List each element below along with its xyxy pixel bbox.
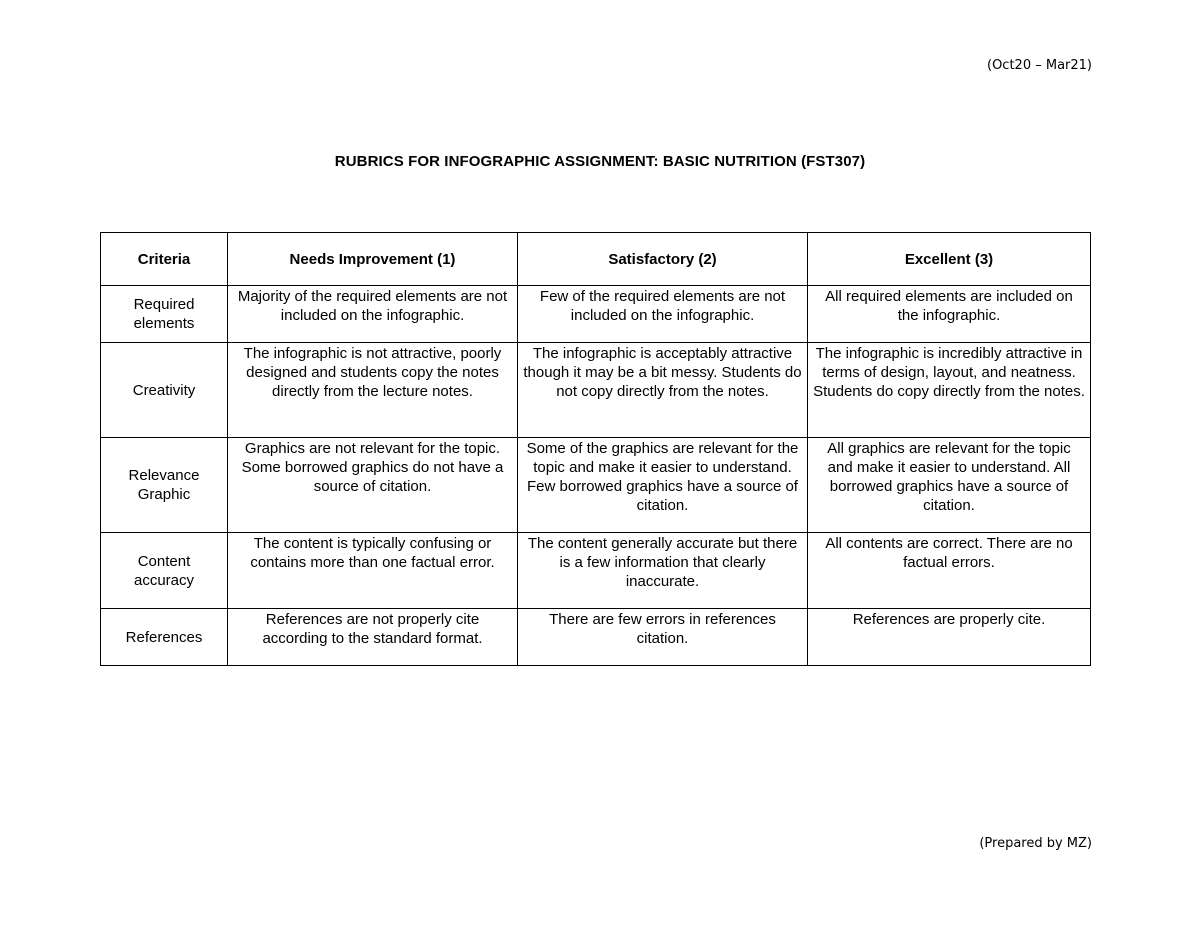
criteria-cell: Content accuracy xyxy=(101,533,228,609)
needs-improvement-cell: The infographic is not attractive, poorly designed and students copy the notes directly from the lecture notes. xyxy=(228,343,518,438)
document-title: RUBRICS FOR INFOGRAPHIC ASSIGNMENT: BASIC NUTRITION (FST307) xyxy=(334,153,866,170)
period-note: (Oct20 – Mar21) xyxy=(987,58,1092,73)
excellent-cell: The infographic is incredibly attractive in terms of design, layout, and neatness. Students do copy directly from the notes. xyxy=(808,343,1091,438)
rubric-table xyxy=(100,232,1091,666)
satisfactory-cell: The content generally accurate but there is a few information that clearly inaccurate. xyxy=(518,533,808,609)
satisfactory-cell: Some of the graphics are relevant for the topic and make it easier to understand. Few borrowed graphics have a source of citation. xyxy=(518,438,808,533)
needs-improvement-cell: The content is typically confusing or contains more than one factual error. xyxy=(228,533,518,609)
criteria-cell: Required elements xyxy=(101,286,228,343)
satisfactory-cell: The infographic is acceptably attractive though it may be a bit messy. Students do not copy directly from the notes. xyxy=(518,343,808,438)
excellent-cell: All contents are correct. There are no factual errors. xyxy=(808,533,1091,609)
satisfactory-cell: Few of the required elements are not included on the infographic. xyxy=(518,286,808,343)
excellent-cell: All graphics are relevant for the topic and make it easier to understand. All borrowed graphics have a source of citation. xyxy=(808,438,1091,533)
criteria-cell: Creativity xyxy=(101,343,228,438)
satisfactory-cell: There are few errors in references citation. xyxy=(518,609,808,666)
table-row xyxy=(101,343,1091,438)
excellent-cell: All required elements are included on the infographic. xyxy=(808,286,1091,343)
criteria-cell: Relevance Graphic xyxy=(101,438,228,533)
header-satisfactory: Satisfactory (2) xyxy=(518,233,808,286)
table-row xyxy=(101,609,1091,666)
criteria-cell: References xyxy=(101,609,228,666)
needs-improvement-cell: Graphics are not relevant for the topic. Some borrowed graphics do not have a source of citation. xyxy=(228,438,518,533)
header-needs-improvement: Needs Improvement (1) xyxy=(228,233,518,286)
prepared-by-note: (Prepared by MZ) xyxy=(979,836,1092,851)
header-criteria: Criteria xyxy=(101,233,228,286)
table-row xyxy=(101,286,1091,343)
table-row xyxy=(101,533,1091,609)
needs-improvement-cell: Majority of the required elements are not included on the infographic. xyxy=(228,286,518,343)
needs-improvement-cell: References are not properly cite according to the standard format. xyxy=(228,609,518,666)
excellent-cell: References are properly cite. xyxy=(808,609,1091,666)
table-row xyxy=(101,438,1091,533)
table-header-row xyxy=(101,233,1091,286)
header-excellent: Excellent (3) xyxy=(808,233,1091,286)
